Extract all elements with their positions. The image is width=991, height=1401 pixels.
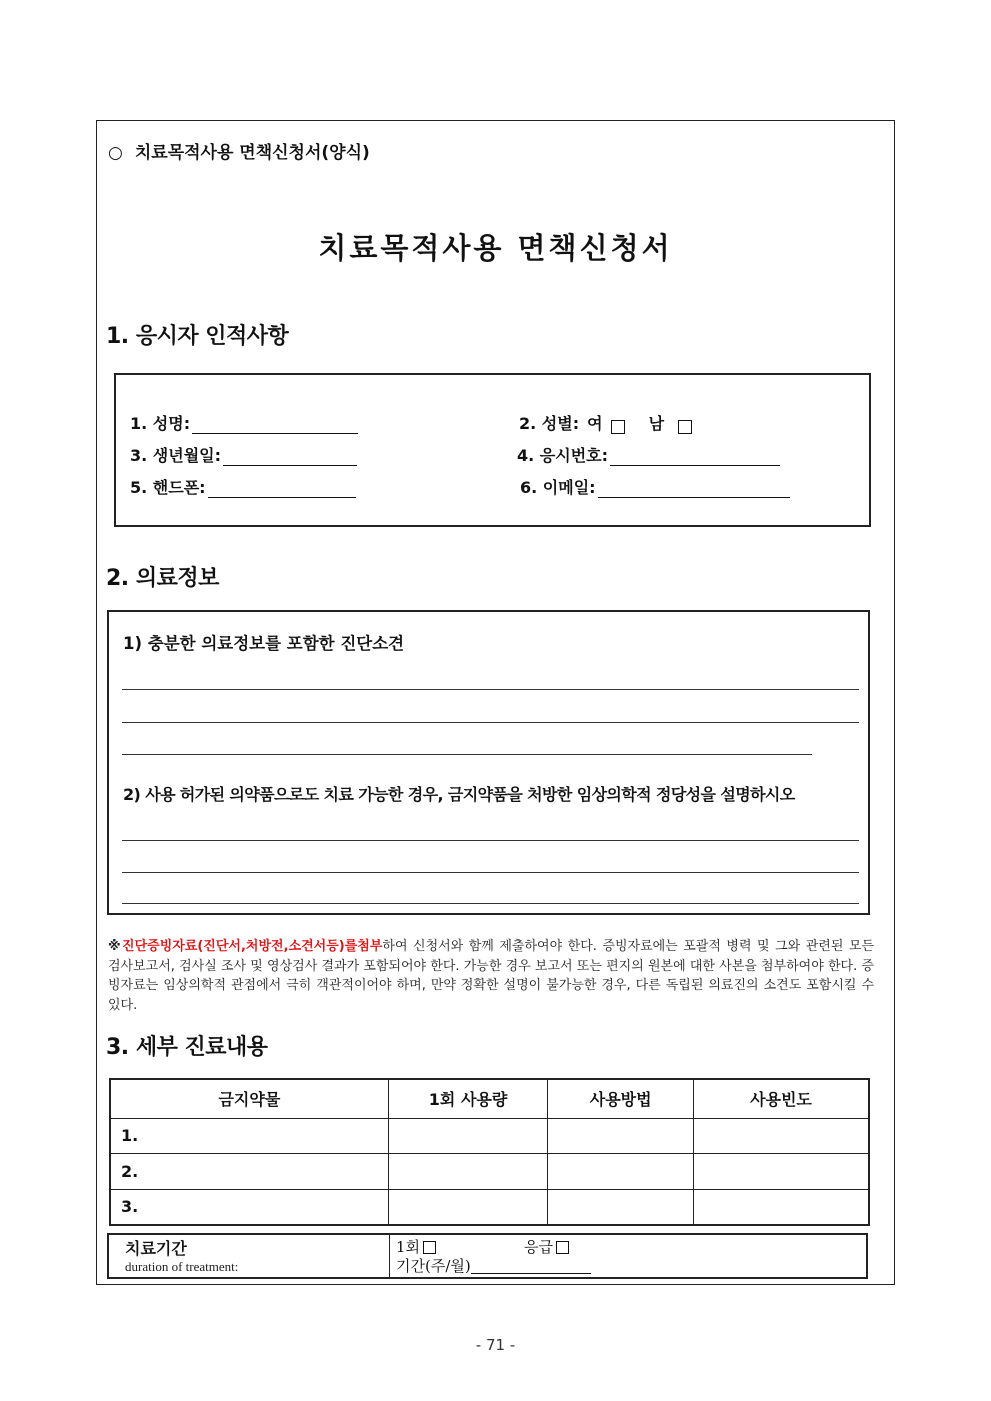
once-checkbox[interactable] [423, 1241, 436, 1254]
row-number-cell[interactable]: 2. [110, 1154, 388, 1190]
justification-line-2[interactable] [122, 872, 859, 873]
name-input-line[interactable] [192, 418, 358, 434]
table-row [110, 1189, 869, 1225]
notice-highlight: 진단증빙자료(진단서,처방전,소견서등)를첨부 [122, 939, 383, 954]
exam-number-field[interactable] [517, 443, 780, 466]
applicant-info-box [114, 373, 871, 527]
method-cell[interactable] [548, 1118, 694, 1154]
exam-number-input-line[interactable] [610, 450, 780, 466]
birth-field[interactable] [130, 443, 357, 466]
period-input-line[interactable] [471, 1259, 591, 1274]
gender-male-checkbox[interactable] [678, 420, 692, 434]
dose-cell[interactable] [388, 1189, 548, 1225]
treatment-period-values [390, 1235, 866, 1277]
phone-field[interactable] [130, 475, 356, 498]
page-number: - 71 - [475, 1336, 516, 1354]
period-label-ko: 치료기간 [125, 1239, 187, 1258]
frequency-cell[interactable] [693, 1189, 869, 1225]
notice-text: 하여 신청서와 함께 제출하여야 한다. 증빙자료에는 포괄적 병력 및 그와 관련된 모든 검사보고서, 검사실 조사 및 영상검사 결과가 포함되어야 한다. 가능한 경우 보고서 또는 편지의 원본에 대한 사본을 첨부하여야 한다. 증빙자료는 임상의학적 관점에서 극히 객관적이어야 하며, 만약 정확한 설명이 불가능한 경우, 다른 독립된 의료진의 소견도 포함시킬 수 있다. [108, 939, 875, 1013]
section3-heading: 3. 세부 진료내용 [106, 1035, 268, 1060]
justification-question: 2) 사용 허가된 의약품으로도 치료 가능한 경우, 금지약품을 처방한 임상의학적 정당성을 설명하시오 [123, 785, 795, 804]
exam-number-label: 4. 응시번호: [517, 446, 609, 465]
birth-label: 3. 생년월일: [130, 446, 222, 465]
period-duration-row [396, 1257, 866, 1276]
gender-male-label: 남 [648, 414, 665, 433]
gender-female-checkbox[interactable] [611, 420, 625, 434]
birth-input-line[interactable] [223, 450, 357, 466]
notice-mark: ※ [108, 939, 123, 954]
diagnosis-line-1[interactable] [122, 689, 859, 690]
frequency-cell[interactable] [693, 1154, 869, 1190]
once-label: 1회 [396, 1238, 421, 1256]
attachment-notice [108, 937, 874, 1015]
row-number-cell[interactable]: 1. [110, 1118, 388, 1154]
medical-info-box [107, 610, 870, 915]
diagnosis-line-2[interactable] [122, 722, 859, 723]
table-row [110, 1154, 869, 1190]
justification-line-1[interactable] [122, 840, 859, 841]
email-field[interactable] [520, 475, 790, 498]
emergency-checkbox[interactable] [556, 1241, 569, 1254]
column-header: 사용빈도 [693, 1079, 869, 1118]
treatment-period-label [109, 1235, 390, 1277]
section2-heading: 2. 의료정보 [106, 566, 219, 591]
table-row [110, 1118, 869, 1154]
caption-text: 치료목적사용 면책신청서(양식) [134, 143, 370, 163]
table-header-row [110, 1079, 869, 1118]
phone-label: 5. 핸드폰: [130, 478, 206, 497]
row-number-cell[interactable]: 3. [110, 1189, 388, 1225]
period-label: 기간(주/월) [396, 1257, 471, 1275]
gender-female-label: 여 [587, 414, 603, 433]
column-header: 금지약물 [110, 1079, 388, 1118]
period-options-row [396, 1238, 866, 1257]
name-field[interactable] [130, 411, 358, 434]
dose-cell[interactable] [388, 1154, 548, 1190]
justification-line-3[interactable] [122, 903, 859, 904]
phone-input-line[interactable] [208, 482, 356, 498]
treatment-period-box [107, 1233, 868, 1279]
name-label: 1. 성명: [130, 414, 191, 433]
email-label: 6. 이메일: [520, 478, 596, 497]
document-title: 치료목적사용 면책신청서 [318, 231, 673, 265]
diagnosis-question: 1) 충분한 의료정보를 포함한 진단소견 [123, 634, 405, 653]
period-label-en: duration of treatment: [125, 1259, 239, 1274]
column-header: 사용방법 [548, 1079, 694, 1118]
form-caption [108, 138, 370, 163]
email-input-line[interactable] [598, 482, 790, 498]
caption-bullet: ○ [108, 143, 123, 163]
frequency-cell[interactable] [693, 1118, 869, 1154]
column-header: 1회 사용량 [388, 1079, 548, 1118]
gender-label: 2. 성별: [519, 414, 580, 433]
dose-cell[interactable] [388, 1118, 548, 1154]
gender-field [519, 411, 702, 434]
section1-heading: 1. 응시자 인적사항 [106, 324, 289, 349]
method-cell[interactable] [548, 1189, 694, 1225]
treatment-details-table [109, 1078, 870, 1226]
diagnosis-line-3[interactable] [122, 754, 812, 755]
emergency-label: 응급 [524, 1238, 554, 1256]
method-cell[interactable] [548, 1154, 694, 1190]
